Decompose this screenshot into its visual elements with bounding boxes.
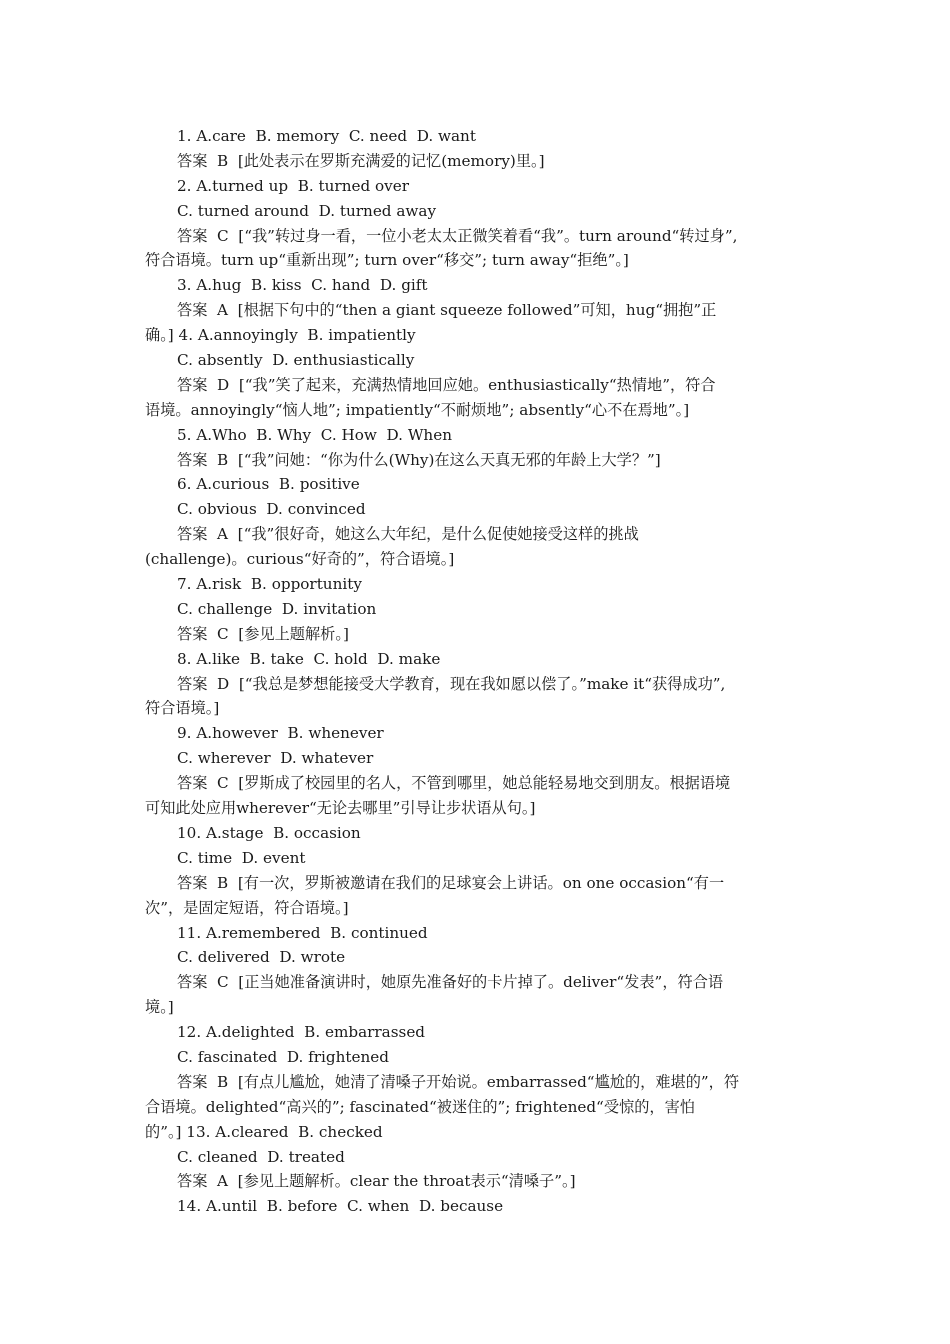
- text-line: 8. A.like B. take C. hold D. make: [177, 649, 441, 668]
- text-line: 答案 A [根据下句中的“then a giant squeeze followed”可知，hug“拥抱”正: [177, 301, 717, 320]
- text-line: 合语境。delighted“高兴的”; fascinated“被迷住的”; frightened“受惊的，害怕: [145, 1097, 695, 1116]
- text-line: 境。]: [145, 998, 174, 1017]
- text-line: 答案 C [罗斯成了校园里的名人，不管到哪里，她总能轻易地交到朋友。根据语境: [177, 774, 731, 793]
- text-line: 可知此处应用wherever“无论去哪里”引导让步状语从句。]: [145, 799, 536, 818]
- text-line: 7. A.risk B. opportunity: [177, 575, 362, 594]
- text-line: 答案 C [参见上题解析。]: [177, 624, 349, 643]
- text-line: C. cleaned D. treated: [177, 1147, 345, 1166]
- text-line: C. turned around D. turned away: [177, 201, 437, 220]
- text-line: 确。] 4. A.annoyingly B. impatiently: [145, 326, 416, 345]
- text-line: 答案 B [此处表示在罗斯充满爱的记忆(memory)里。]: [177, 151, 545, 170]
- text-line: 语境。annoyingly“恼人地”; impatiently“不耐烦地”; absently“心不在焉地”。]: [145, 400, 690, 419]
- text-line: 答案 D [“我”笑了起来，充满热情地回应她。enthusiastically“热情地”，符合: [177, 375, 716, 394]
- text-line: 11. A.remembered B. continued: [177, 923, 428, 942]
- text-line: C. obvious D. convinced: [177, 500, 366, 519]
- text-line: 2. A.turned up B. turned over: [177, 176, 409, 195]
- text-line: 1. A.care B. memory C. need D. want: [177, 127, 476, 145]
- text-line: 答案 C [“我”转过身一看，一位小老太太正微笑着看“我”。turn around“转过身”,: [177, 226, 738, 245]
- text-line: 的”。] 13. A.cleared B. checked: [145, 1122, 383, 1141]
- text-line: 答案 C [正当她准备演讲时，她原先准备好的卡片掉了。deliver“发表”，符合语: [177, 973, 724, 992]
- text-line: C. delivered D. wrote: [177, 948, 346, 967]
- text-line: 符合语境。turn up“重新出现”; turn over“移交”; turn away“拒绝”。]: [145, 251, 629, 270]
- document-page: [0, 124, 950, 1219]
- text-line: C. challenge D. invitation: [177, 599, 377, 618]
- text-line: 10. A.stage B. occasion: [177, 823, 361, 842]
- text-line: 答案 A [“我”很好奇，她这么大年纪，是什么促使她接受这样的挑战: [177, 525, 639, 544]
- text-line: 答案 A [参见上题解析。clear the throat表示“清嗓子”。]: [177, 1172, 576, 1191]
- text-line: 符合语境。]: [145, 699, 220, 718]
- text-line: 14. A.until B. before C. when D. because: [177, 1197, 504, 1216]
- text-line: C. time D. event: [177, 848, 306, 867]
- text-line: C. absently D. enthusiastically: [177, 351, 415, 370]
- text-line: C. fascinated D. frightened: [177, 1047, 389, 1066]
- text-line: 答案 B [有点儿尴尬，她清了清嗓子开始说。embarrassed“尴尬的，难堪的”，符: [177, 1072, 740, 1091]
- text-line: 答案 D [“我总是梦想能接受大学教育，现在我如愿以偿了。”make it“获得成功”,: [177, 674, 726, 693]
- text-line: 答案 B [“我”问她：“你为什么(Why)在这么天真无邪的年龄上大学？”]: [177, 450, 661, 469]
- text-line: 3. A.hug B. kiss C. hand D. gift: [177, 276, 428, 295]
- text-line: 6. A.curious B. positive: [177, 475, 360, 494]
- text-line: 答案 B [有一次，罗斯被邀请在我们的足球宴会上讲话。on one occasion“有一: [177, 873, 725, 892]
- text-line: 5. A.Who B. Why C. How D. When: [177, 425, 452, 444]
- text-line: 9. A.however B. whenever: [177, 724, 384, 743]
- text-line: C. wherever D. whatever: [177, 749, 374, 768]
- text-line: 次”，是固定短语，符合语境。]: [145, 898, 349, 917]
- text-line: 12. A.delighted B. embarrassed: [177, 1023, 426, 1042]
- text-line: (challenge)。curious“好奇的”，符合语境。]: [145, 550, 455, 569]
